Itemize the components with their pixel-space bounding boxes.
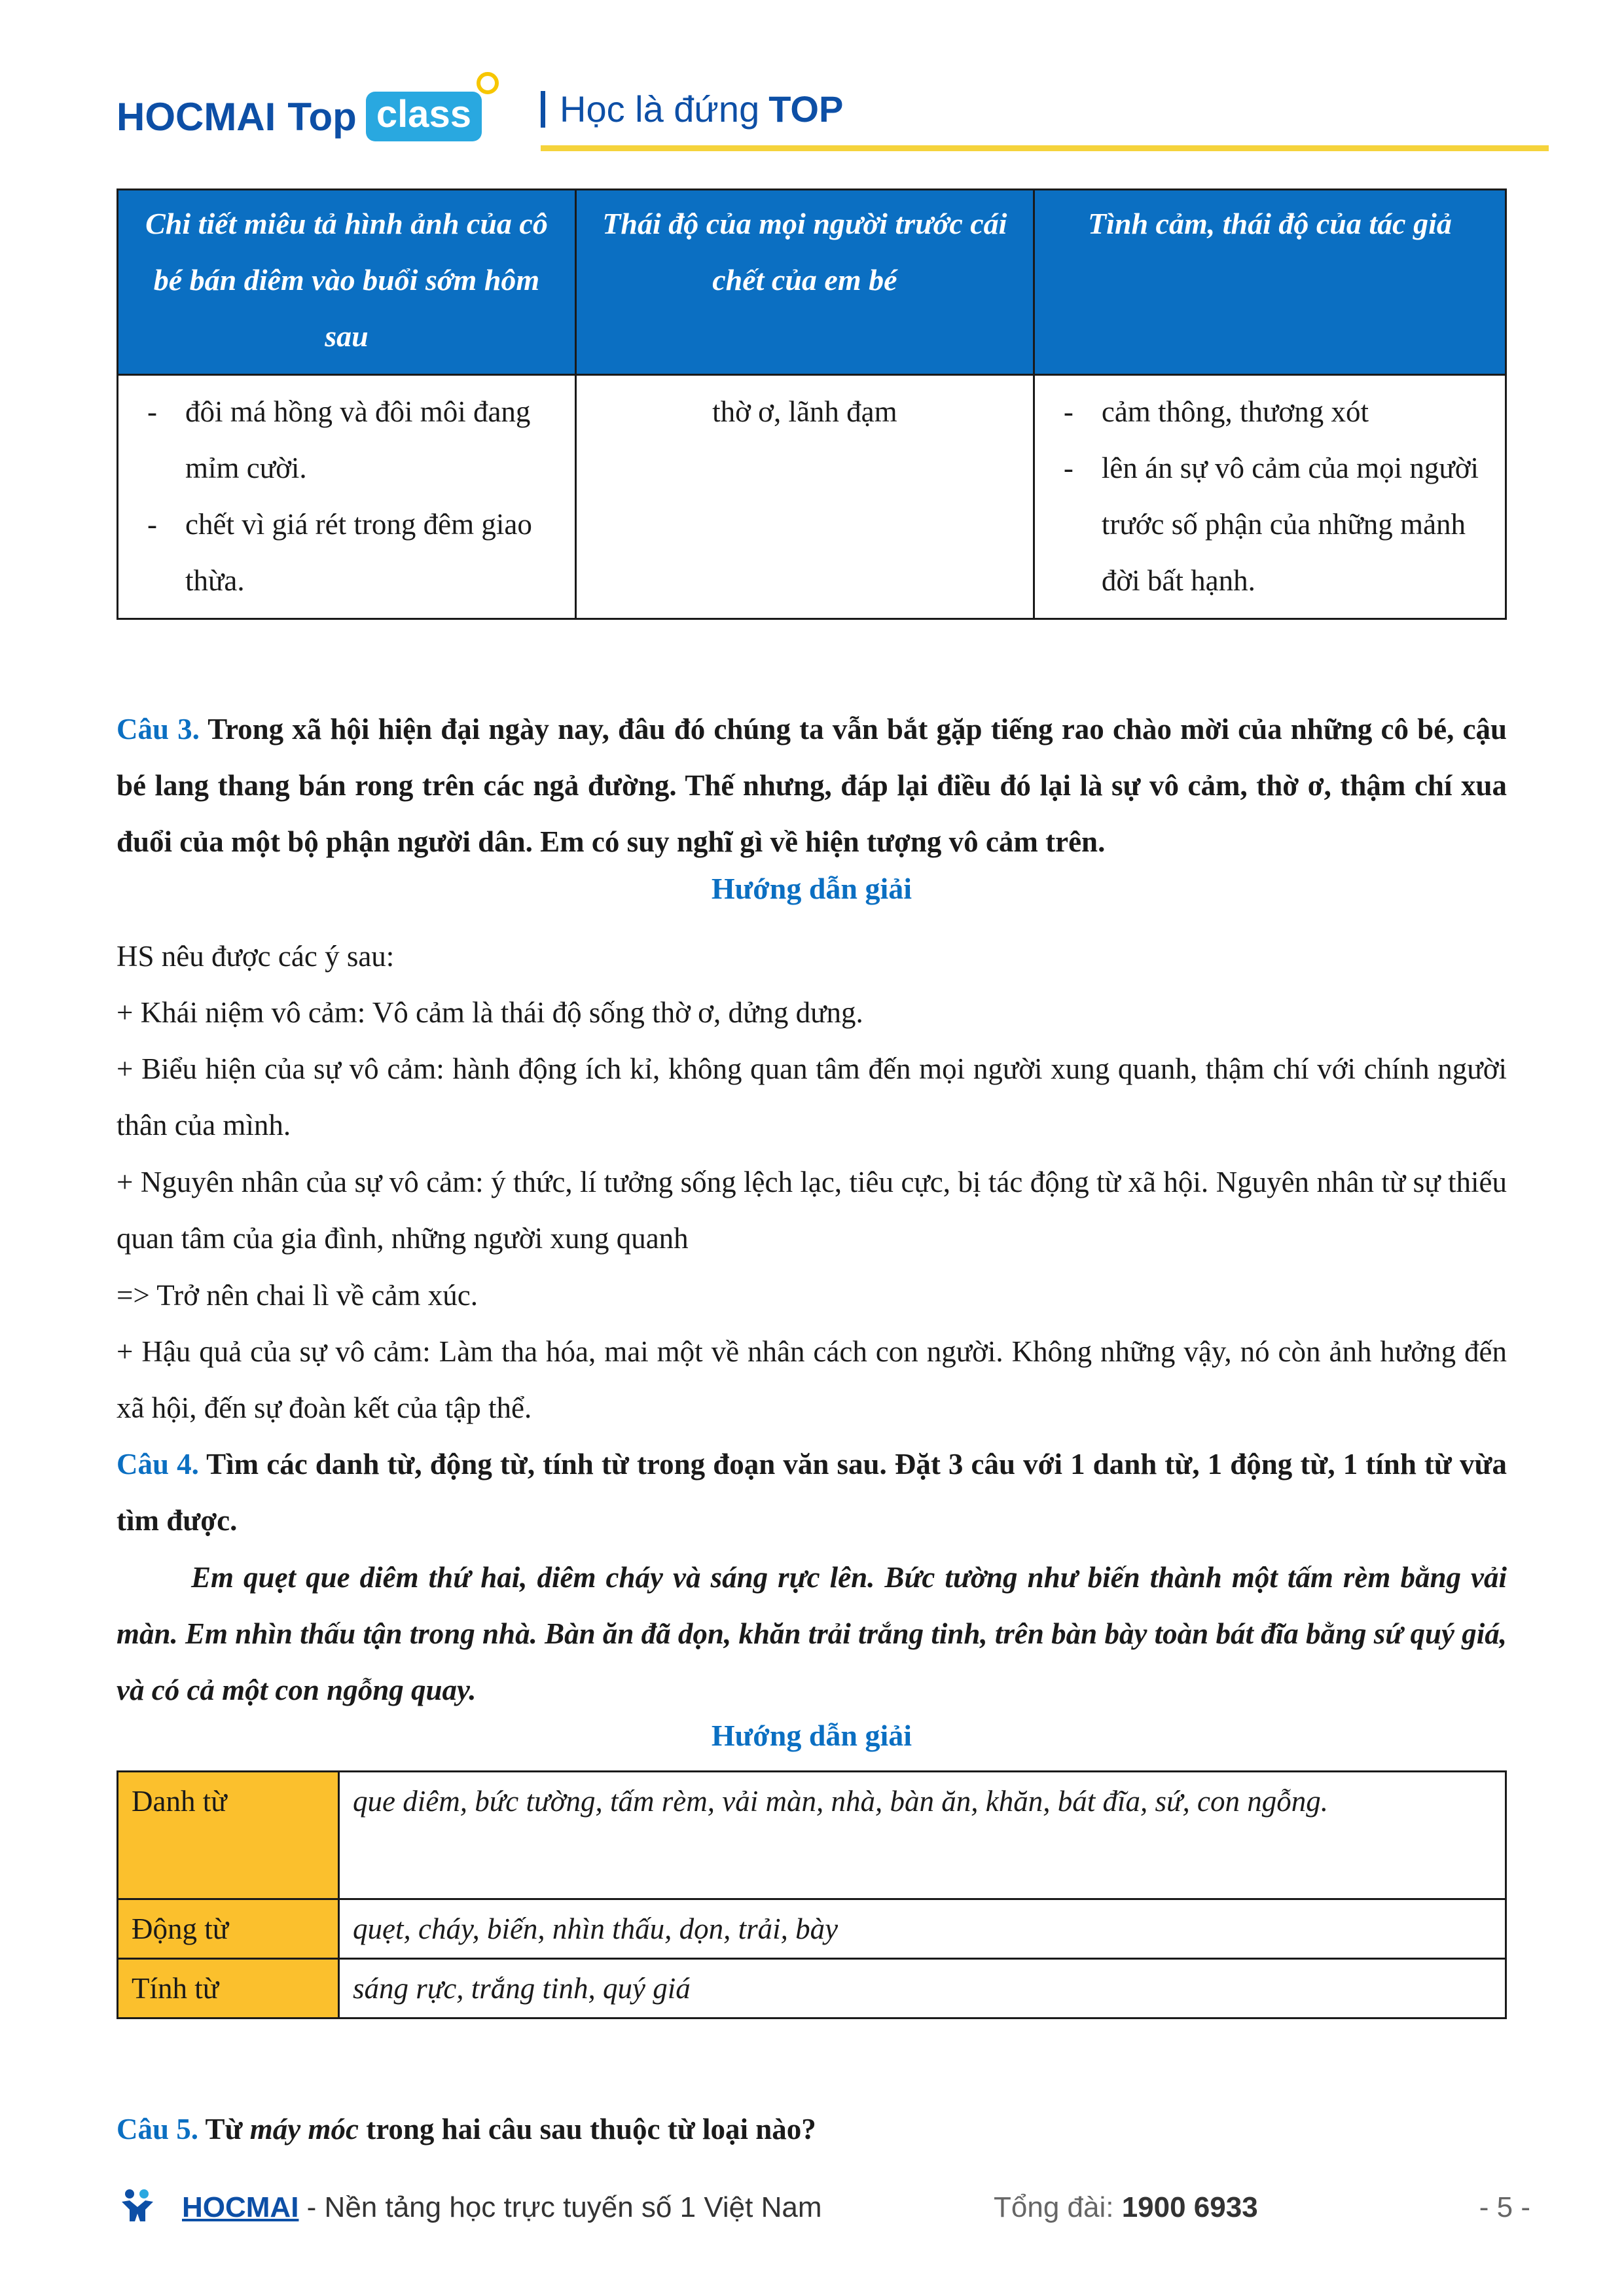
answer-line: => Trở nên chai lì về cảm xúc.	[117, 1279, 478, 1312]
sun-icon	[477, 72, 499, 94]
table-header-row	[118, 190, 1506, 375]
excerpt-paragraph: Em quẹt que diêm thứ hai, diêm cháy và sáng rực lên. Bức tường như biến thành một tấm rèm bằng vải màn. Em nhìn thấu tận trong nhà. Bàn ăn đã dọn, khăn trải trắng tinh, trên bàn bày toàn bát đĩa bằng sứ quý giá, và có cả một con ngỗng quay.	[117, 1561, 1507, 1706]
table-key: Động từ	[118, 1899, 339, 1959]
table-row	[118, 1899, 1506, 1959]
footer	[117, 2186, 1530, 2232]
table-key: Danh từ	[118, 1772, 339, 1899]
question-4	[117, 1436, 1507, 1549]
question-label: Câu 5.	[117, 2113, 199, 2145]
table-value: sáng rực, trắng tinh, quý giá	[339, 1959, 1506, 2018]
answer-line: + Nguyên nhân của sự vô cảm: ý thức, lí tưởng sống lệch lạc, tiêu cực, bị tác động từ xã hội. Nguyên nhân từ sự thiếu quan tâm của gia đình, những người xung quanh	[117, 1166, 1507, 1255]
brand-hocmai: HOCMAI	[117, 94, 276, 139]
table-key: Tính từ	[118, 1959, 339, 2018]
hocmai-logo-icon	[117, 2187, 157, 2227]
list-item: - đôi má hồng và đôi môi đang mỉm cười.	[134, 384, 559, 496]
answer-line: + Khái niệm vô cảm: Vô cảm là thái độ sống thờ ơ, dửng dưng.	[117, 996, 863, 1029]
question-label: Câu 4.	[117, 1448, 199, 1480]
footer-org-desc: - Nền tảng học trực tuyến số 1 Việt Nam	[306, 2191, 822, 2223]
question-emphasis: máy móc	[249, 2113, 359, 2145]
answer-line: HS nêu được các ý sau:	[117, 940, 395, 973]
hotline-number: 1900 6933	[1121, 2191, 1258, 2223]
header-rule	[541, 145, 1549, 151]
question-text: Tìm các danh từ, động từ, tính từ trong đoạn văn sau. Đặt 3 câu với 1 danh từ, 1 động từ, 1 tính từ vừa tìm được.	[117, 1448, 1507, 1537]
question-text: trong hai câu sau thuộc từ loại nào?	[366, 2113, 816, 2145]
tagline	[541, 88, 843, 130]
table-value: que diêm, bức tường, tấm rèm, vải màn, nhà, bàn ăn, khăn, bát đĩa, sứ, con ngỗng.	[339, 1772, 1506, 1899]
footer-hotline	[994, 2191, 1258, 2224]
guide-heading: Hướng dẫn giải	[711, 872, 912, 905]
table-cell: thờ ơ, lãnh đạm	[575, 375, 1034, 619]
page-number: - 5 -	[1479, 2191, 1530, 2223]
brand-class-text: class	[376, 93, 471, 135]
list-item: - chết vì giá rét trong đêm giao thừa.	[134, 496, 559, 609]
question-text: Trong xã hội hiện đại ngày nay, đâu đó chúng ta vẫn bắt gặp tiếng rao chào mời của những cô bé, cậu bé lang thang bán rong trên các ngả đường. Thế nhưng, đáp lại điều đó lại là sự vô cảm, thờ ơ, thậm chí xua đuổi của một bộ phận người dân. Em có suy nghĩ gì về hiện tượng vô cảm trên.	[117, 713, 1507, 858]
answer-line: + Biểu hiện của sự vô cảm: hành động ích kỉ, không quan tâm đến mọi người xung quanh, thậm chí với chính người thân của mình.	[117, 1052, 1507, 1141]
table-header: Chi tiết miêu tả hình ảnh của cô bé bán diêm vào buổi sớm hôm sau	[118, 190, 576, 375]
table-value: quẹt, cháy, biến, nhìn thấu, dọn, trải, bày	[339, 1899, 1506, 1959]
tagline-bold: TOP	[768, 88, 844, 130]
tagline-prefix: Học là đứng	[560, 88, 760, 130]
answer-line: + Hậu quả của sự vô cảm: Làm tha hóa, mai một về nhân cách con người. Không những vậy, nó còn ảnh hưởng đến xã hội, đến sự đoàn kết của tập thể.	[117, 1335, 1507, 1424]
hotline-label: Tổng đài:	[994, 2191, 1114, 2223]
question-text: Từ	[205, 2113, 243, 2145]
table-cell	[118, 375, 576, 619]
list-item: - cảm thông, thương xót	[1051, 384, 1489, 440]
table-row	[118, 1959, 1506, 2018]
table-header: Thái độ của mọi người trước cái chết của em bé	[575, 190, 1034, 375]
brand-logo	[117, 92, 482, 141]
question-3	[117, 701, 1507, 870]
table-row	[118, 1772, 1506, 1899]
table-row	[118, 375, 1506, 619]
question-label: Câu 3.	[117, 713, 200, 745]
footer-org-link[interactable]: HOCMAI	[182, 2191, 299, 2223]
footer-org	[182, 2191, 821, 2224]
list-item: - lên án sự vô cảm của mọi người trước số phận của những mảnh đời bất hạnh.	[1051, 440, 1489, 609]
word-class-table	[117, 1770, 1507, 2019]
analysis-table	[117, 188, 1507, 620]
brand-class-badge	[366, 92, 482, 141]
brand-top: Top	[287, 94, 357, 139]
table-cell	[1034, 375, 1506, 619]
question-5	[117, 2101, 1507, 2157]
guide-heading: Hướng dẫn giải	[711, 1719, 912, 1752]
divider-bar	[541, 91, 545, 128]
table-header: Tình cảm, thái độ của tác giả	[1034, 190, 1506, 375]
